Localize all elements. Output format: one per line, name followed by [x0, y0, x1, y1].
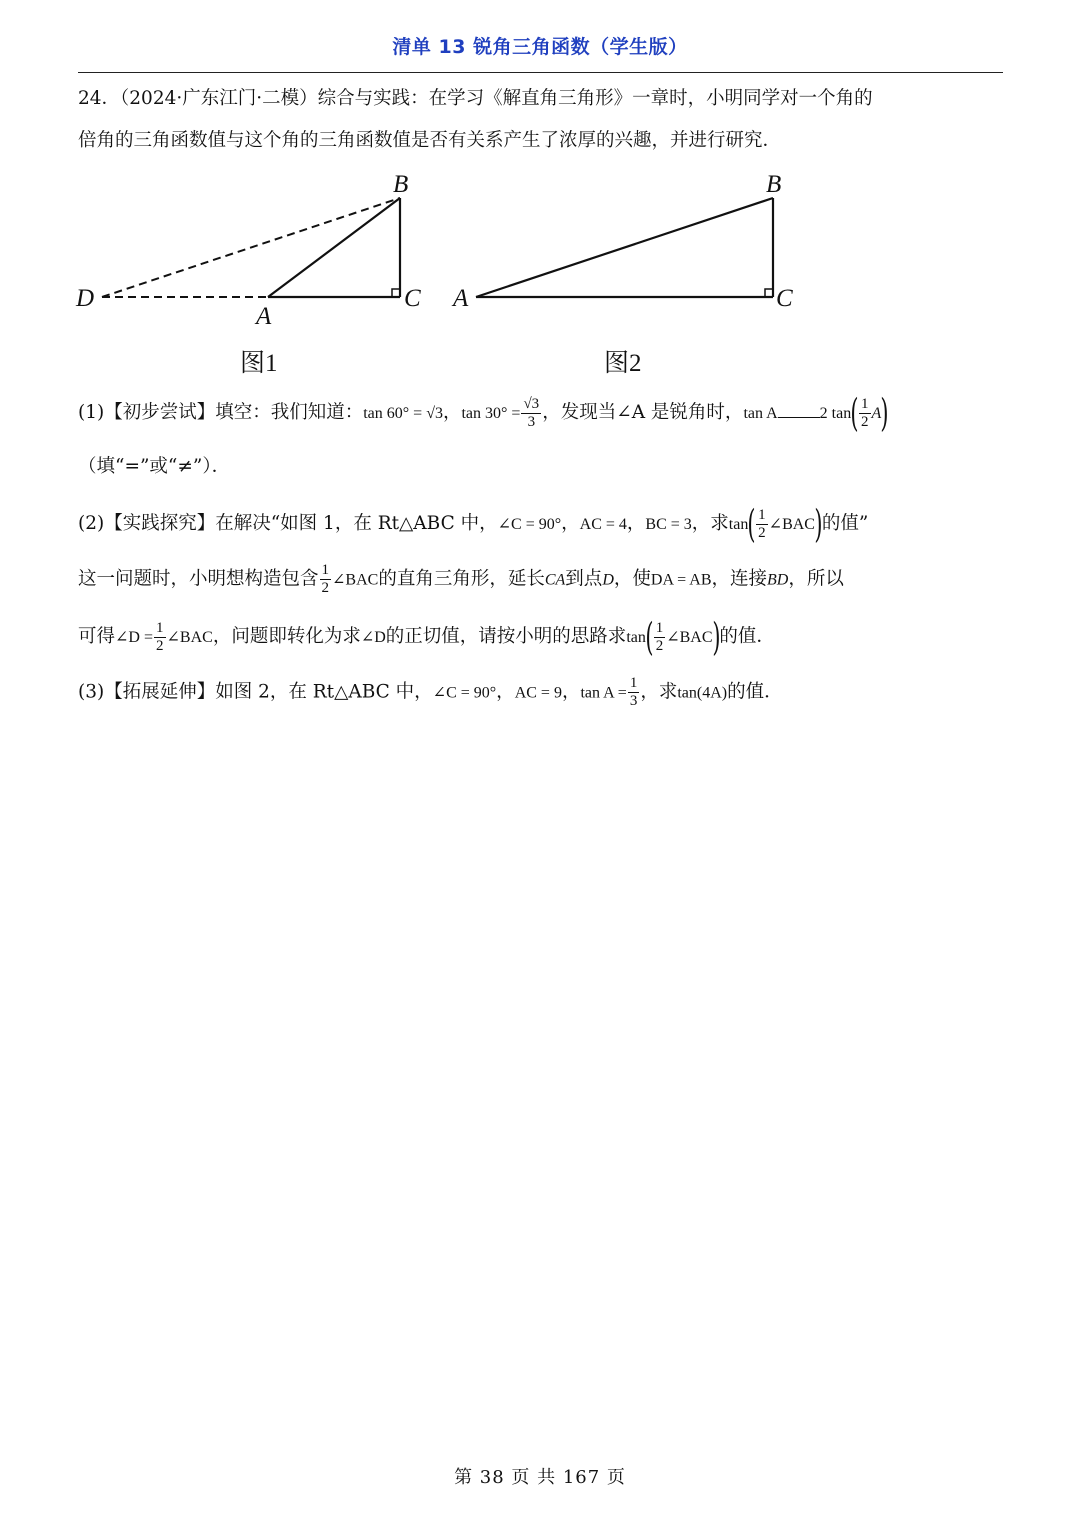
angle-d-equals: ∠D =: [115, 629, 153, 646]
bc-equals-3: BC = 3: [645, 516, 692, 533]
angle-bac: ∠BAC: [768, 516, 815, 533]
angle-d: ∠D: [360, 629, 386, 646]
part3-text-a: (3)【拓展延伸】如图 2，在 Rt△ABC 中，: [78, 681, 433, 703]
segment-ab: [476, 198, 773, 297]
fraction-denominator: 2: [861, 413, 869, 430]
segment-db-dashed: [102, 198, 400, 297]
fraction-numerator: 1: [758, 506, 766, 523]
separator: ，: [626, 513, 646, 534]
right-paren: ): [880, 391, 889, 435]
two-tan-expr: 2 tan: [819, 405, 852, 422]
page-footer: 第 38 页 共 167 页: [454, 1467, 626, 1488]
part2-line3: [78, 615, 775, 659]
tan-4a: tan(4A): [677, 684, 728, 702]
right-angle-mark: [392, 289, 400, 297]
part2-text-f: ，求: [691, 513, 729, 534]
right-paren: ): [814, 502, 823, 546]
part2-line2-e: ，使: [613, 568, 651, 590]
part2-line2-b: 的直角三角形，延长: [378, 568, 545, 590]
angle-bac: ∠BAC: [332, 571, 379, 589]
angle-bac: ∠BAC: [666, 629, 713, 646]
part3-line: [78, 675, 783, 710]
angle-c-90: ∠C = 90°: [497, 516, 562, 533]
tan-label: tan: [728, 516, 749, 533]
page-header-title: 清单 13 锐角三角函数（学生版）: [392, 36, 688, 58]
angle-bac: ∠BAC: [166, 629, 213, 646]
figure-1: [75, 171, 421, 330]
problem-intro-line2: 倍角的三角函数值与这个角的三角函数值是否有关系产生了浓厚的兴趣，并进行研究．: [78, 130, 782, 151]
point-d: D: [602, 571, 614, 589]
right-angle-mark: [765, 289, 773, 297]
part2-line2-f: ，连接: [711, 568, 767, 590]
figure-1-caption: 图1: [240, 350, 278, 377]
ac-equals-4: AC = 4: [579, 516, 627, 533]
ac-equals-9: AC = 9: [514, 684, 562, 702]
tan-a-equals: tan A =: [580, 684, 627, 702]
part2-line3-b: ，问题即转化为求: [212, 626, 361, 647]
separator: ，: [496, 681, 515, 703]
part2-line2-g: ，所以: [788, 568, 844, 590]
segment-ab: [268, 198, 400, 297]
part1-prefix: (1)【初步尝试】填空：我们知道：: [78, 402, 364, 423]
label-a: A: [453, 285, 469, 312]
tan-label: tan: [626, 629, 646, 646]
tan60-expr: tan 60° = √3: [363, 405, 443, 422]
fraction-numerator: 1: [655, 619, 664, 636]
fraction-denominator: 3: [527, 413, 536, 430]
left-paren: (: [747, 502, 756, 546]
fraction-one-half: [654, 620, 666, 655]
part2-line2: [78, 562, 844, 597]
fraction-denominator: 3: [629, 693, 638, 709]
fraction-denominator: 2: [655, 637, 664, 654]
angle-a: A: [871, 405, 882, 422]
fraction-sqrt3-over-3: [521, 396, 541, 431]
segment-bd: BD: [767, 571, 789, 589]
fraction-numerator: 1: [629, 675, 638, 691]
right-paren: ): [711, 615, 720, 659]
label-a: A: [256, 303, 272, 330]
label-b: B: [766, 171, 782, 198]
label-b: B: [393, 171, 409, 198]
da-equals-ab: DA = AB: [650, 571, 712, 589]
part1-middle: ，发现当∠A 是锐角时，: [542, 402, 744, 423]
left-paren: (: [850, 391, 859, 435]
part2-line2-a: 这一问题时，小明想构造包含: [78, 568, 319, 590]
fraction-one-half: [859, 396, 871, 431]
answer-blank[interactable]: [778, 401, 820, 418]
fraction-denominator: 2: [321, 580, 330, 596]
fraction-numerator: 1: [321, 562, 330, 578]
left-paren: (: [645, 615, 654, 659]
part2-line2-c: 到点: [565, 568, 603, 590]
geometry-figures: [70, 168, 830, 378]
part2-text-a: (2)【实践探究】在解决“如图 1，在 Rt△ABC 中，: [78, 513, 498, 534]
fraction-one-third: [628, 675, 640, 710]
part2-line3-c: 的正切值，请按小明的思路求: [385, 626, 627, 647]
part3-text-b: ，求: [640, 681, 678, 703]
header-divider: [78, 72, 1003, 73]
tan30-expr: tan 30° =: [461, 405, 521, 422]
fraction-denominator: 2: [156, 637, 164, 654]
label-c: C: [404, 285, 421, 312]
fraction-numerator: 1: [861, 395, 869, 412]
problem-intro-line1: 24．（2024·广东江门·二模）综合与实践：在学习《解直角三角形》一章时，小明同学对一个角的: [78, 88, 873, 109]
tan-a-expr: tan A: [743, 405, 778, 422]
part2-line1: [78, 502, 869, 546]
fraction-one-half: [320, 562, 332, 597]
part2-text-g: 的值”: [821, 513, 869, 534]
part1-line1: [78, 391, 889, 435]
label-c: C: [776, 285, 793, 312]
fraction-one-half: [756, 507, 768, 542]
part3-text-c: 的值．: [727, 681, 783, 703]
part1-line2: （填“=”或“≠”）．: [78, 456, 231, 477]
fraction-numerator: 1: [156, 619, 164, 636]
separator: ，: [442, 402, 462, 423]
fraction-denominator: 2: [758, 524, 766, 541]
part2-line3-e: 的值．: [719, 626, 775, 647]
figure-2: [451, 171, 793, 312]
separator: ，: [561, 681, 581, 703]
angle-c-90: ∠C = 90°: [432, 684, 497, 702]
separator: ，: [561, 513, 580, 534]
part2-line3-a: 可得: [78, 626, 116, 647]
label-d: D: [76, 285, 95, 312]
fraction-numerator: √3: [523, 395, 540, 412]
fraction-one-half: [154, 620, 166, 655]
figure-2-caption: 图2: [604, 350, 642, 377]
segment-ca: CA: [544, 571, 566, 589]
